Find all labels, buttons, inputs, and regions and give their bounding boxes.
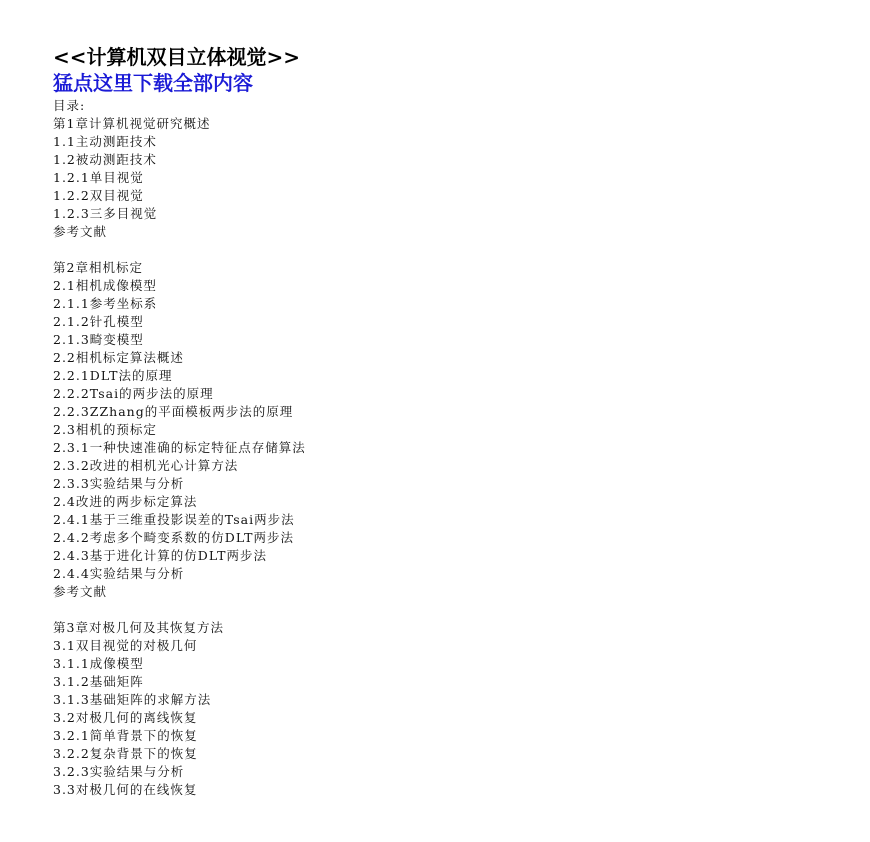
toc-item: 3.3对极几何的在线恢复 bbox=[53, 782, 198, 797]
toc-item: 2.2.2Tsai的两步法的原理 bbox=[53, 386, 214, 401]
toc-item: 2.3.1一种快速准确的标定特征点存储算法 bbox=[53, 440, 306, 455]
toc-item: 1.2.1单目视觉 bbox=[53, 170, 144, 185]
toc-item: 3.1.1成像模型 bbox=[53, 656, 144, 671]
toc-item: 2.1相机成像模型 bbox=[53, 278, 157, 293]
toc-spacer bbox=[53, 241, 833, 259]
toc-item: 第3章对极几何及其恢复方法 bbox=[53, 620, 224, 635]
toc-item: 2.4改进的两步标定算法 bbox=[53, 494, 198, 509]
toc-item: 3.2.3实验结果与分析 bbox=[53, 764, 185, 779]
toc-item: 2.2相机标定算法概述 bbox=[53, 350, 184, 365]
document-title: <<计算机双目立体视觉>> bbox=[53, 45, 301, 69]
toc-item: 2.4.1基于三维重投影误差的Tsai两步法 bbox=[53, 512, 295, 527]
toc-item: 2.3.3实验结果与分析 bbox=[53, 476, 185, 491]
toc-item: 2.3相机的预标定 bbox=[53, 422, 157, 437]
toc-item: 2.1.3畸变模型 bbox=[53, 332, 144, 347]
toc-item: 第1章计算机视觉研究概述 bbox=[53, 116, 211, 131]
toc-item: 1.2被动测距技术 bbox=[53, 152, 157, 167]
toc-item: 2.2.1DLT法的原理 bbox=[53, 368, 173, 383]
toc-item: 2.4.2考虑多个畸变系数的仿DLT两步法 bbox=[53, 530, 294, 545]
toc-item: 1.2.2双目视觉 bbox=[53, 188, 144, 203]
table-of-contents bbox=[53, 115, 833, 799]
toc-heading: 目录: bbox=[53, 98, 86, 113]
toc-item: 1.1主动测距技术 bbox=[53, 134, 157, 149]
toc-item: 3.1双目视觉的对极几何 bbox=[53, 638, 198, 653]
toc-item: 3.2对极几何的离线恢复 bbox=[53, 710, 198, 725]
toc-item: 参考文献 bbox=[53, 584, 108, 599]
toc-item: 3.2.1简单背景下的恢复 bbox=[53, 728, 198, 743]
download-all-link[interactable]: 猛点这里下载全部内容 bbox=[53, 71, 253, 95]
toc-item: 参考文献 bbox=[53, 224, 108, 239]
toc-item: 3.2.2复杂背景下的恢复 bbox=[53, 746, 198, 761]
toc-item: 2.3.2改进的相机光心计算方法 bbox=[53, 458, 239, 473]
toc-item: 第2章相机标定 bbox=[53, 260, 143, 275]
toc-spacer bbox=[53, 601, 833, 619]
toc-item: 2.2.3ZZhang的平面模板两步法的原理 bbox=[53, 404, 294, 419]
toc-item: 2.4.3基于进化计算的仿DLT两步法 bbox=[53, 548, 267, 563]
toc-item: 2.1.1参考坐标系 bbox=[53, 296, 158, 311]
toc-item: 3.1.2基础矩阵 bbox=[53, 674, 144, 689]
document-page bbox=[53, 44, 833, 799]
toc-item: 2.4.4实验结果与分析 bbox=[53, 566, 185, 581]
toc-item: 3.1.3基础矩阵的求解方法 bbox=[53, 692, 212, 707]
toc-item: 1.2.3三多目视觉 bbox=[53, 206, 158, 221]
toc-item: 2.1.2针孔模型 bbox=[53, 314, 144, 329]
